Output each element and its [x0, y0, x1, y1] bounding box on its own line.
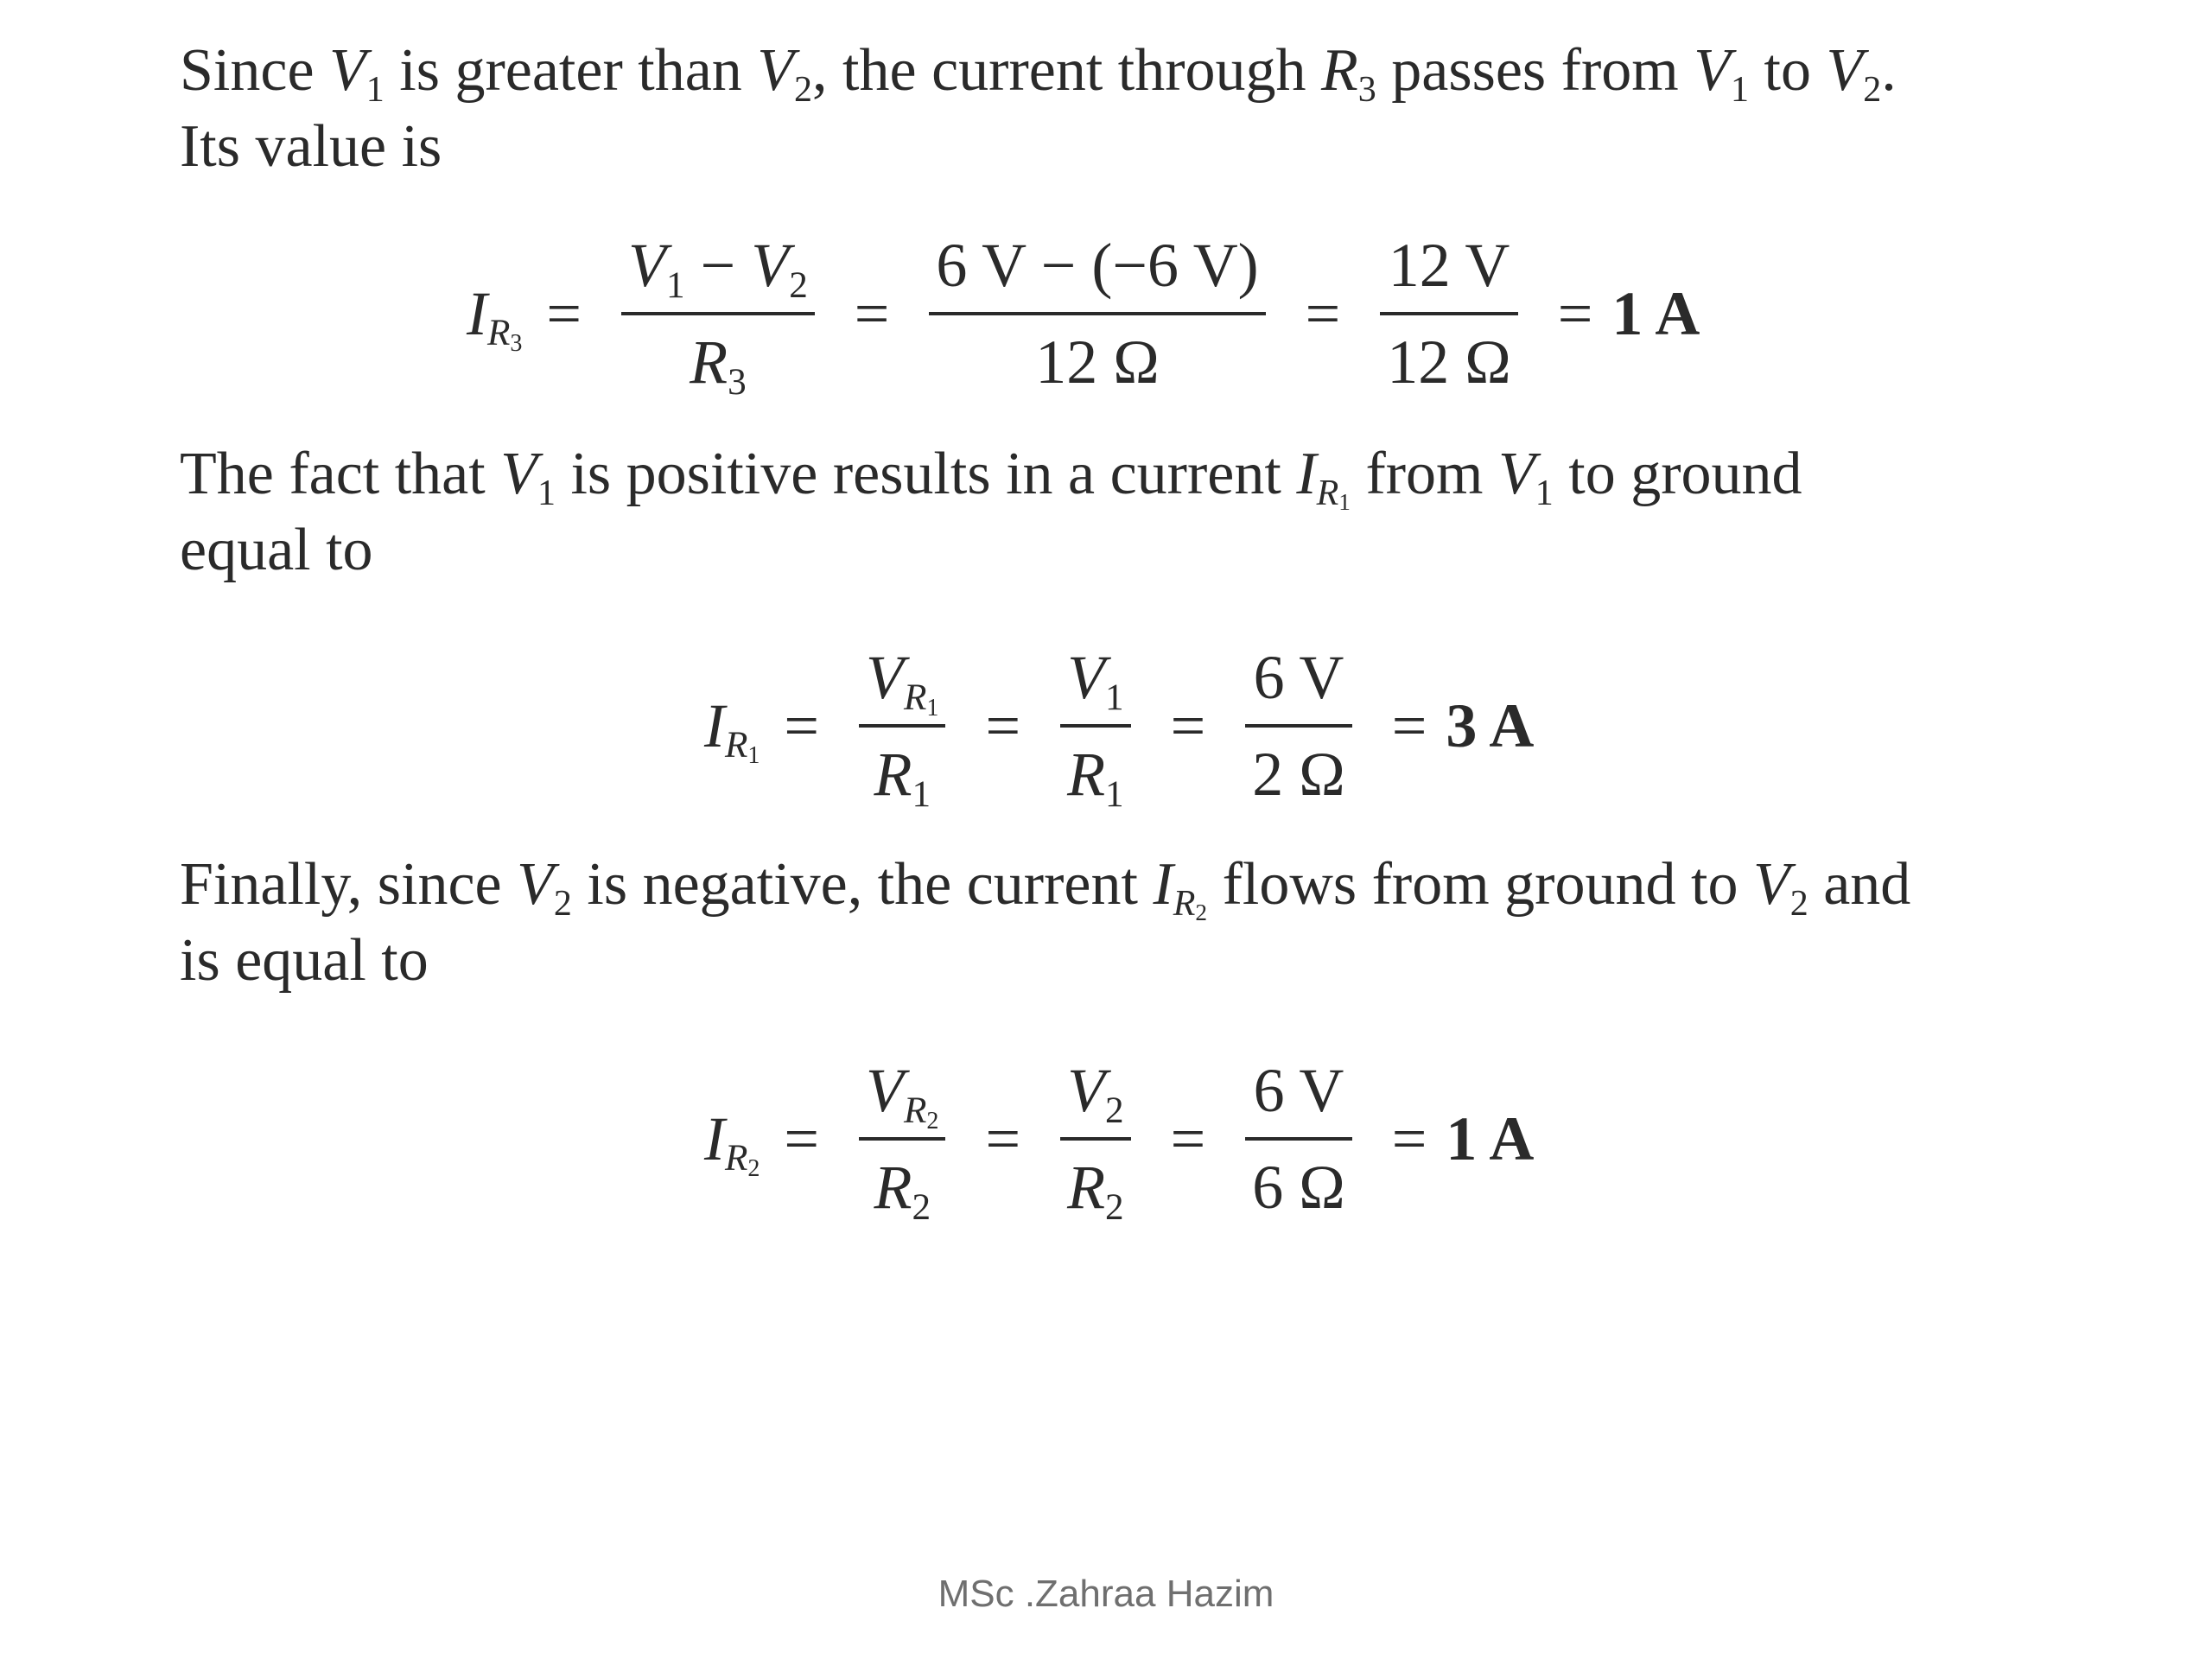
- var-r: R: [1316, 473, 1339, 513]
- equals-sign: =: [1170, 1103, 1206, 1173]
- denominator: [1060, 1142, 1131, 1232]
- fraction-bar: [929, 312, 1265, 315]
- text: is negative, the current: [587, 851, 1138, 918]
- subscript: 2: [912, 1186, 931, 1228]
- subscript-number: 2: [926, 1107, 939, 1135]
- var-i: I: [467, 278, 487, 348]
- var-v: V: [628, 231, 667, 300]
- equals-sign: =: [546, 278, 582, 348]
- fraction-bar: [1245, 724, 1352, 728]
- text: Finally, since: [180, 851, 502, 918]
- subscript: 1: [1535, 473, 1554, 513]
- var-v: V: [1826, 37, 1864, 104]
- var-v: V: [751, 231, 790, 300]
- text: to ground: [1568, 441, 1802, 507]
- denominator: [867, 1142, 938, 1232]
- var-v: V: [1498, 441, 1535, 507]
- equation-ir1: [704, 632, 1534, 819]
- equals-sign: =: [985, 1103, 1021, 1173]
- subscript: 2: [794, 69, 813, 110]
- subscript-number: 1: [747, 742, 760, 770]
- var-v: V: [517, 851, 554, 918]
- fraction: [859, 632, 945, 819]
- equals-sign: =: [985, 690, 1021, 760]
- subscript: 1: [537, 473, 556, 513]
- var-r: R: [874, 1153, 912, 1222]
- subscript: 1: [912, 773, 931, 815]
- subscript: 2: [553, 883, 572, 924]
- var-v: V: [866, 643, 905, 712]
- subscript: 1: [365, 69, 385, 110]
- text: equal to: [180, 517, 373, 583]
- subscript: 2: [1863, 69, 1882, 110]
- var-v: V: [757, 37, 795, 104]
- denominator: 12 Ω: [1387, 327, 1511, 397]
- subscript: [486, 313, 523, 358]
- equation-ir2: [704, 1046, 1534, 1232]
- text: flows from ground to: [1222, 851, 1738, 918]
- text: Its value is: [180, 113, 442, 180]
- var-v: V: [500, 441, 537, 507]
- var-r: R: [904, 1090, 927, 1131]
- subscript: 3: [1357, 69, 1376, 110]
- subscript: 1: [1105, 773, 1124, 815]
- text: Since: [180, 37, 315, 104]
- var-v: V: [329, 37, 366, 104]
- text: from: [1365, 441, 1484, 507]
- subscript: [904, 677, 939, 721]
- var-i: I: [704, 690, 725, 760]
- fraction-bar: [1245, 1137, 1352, 1141]
- equation-result: 1 A: [1446, 1103, 1535, 1173]
- equals-sign: =: [854, 278, 890, 348]
- equals-sign: =: [784, 1103, 820, 1173]
- fraction: [621, 220, 815, 407]
- denominator: [683, 317, 753, 407]
- var-i: I: [1296, 441, 1317, 507]
- text: to: [1764, 37, 1811, 104]
- numerator: 6 V: [1253, 643, 1344, 712]
- var-v: V: [1067, 1056, 1106, 1125]
- denominator: [867, 729, 938, 819]
- fraction-bar: [1060, 724, 1131, 728]
- subscript: 3: [728, 361, 747, 403]
- subscript: 1: [1105, 677, 1124, 718]
- denominator: [1060, 729, 1131, 819]
- var-i: I: [1153, 851, 1173, 918]
- subscript: [724, 1138, 760, 1183]
- equals-sign: =: [1170, 690, 1206, 760]
- equation-lhs: [704, 1103, 760, 1183]
- equation-lhs: [467, 278, 523, 358]
- equals-sign: =: [1391, 1103, 1427, 1173]
- fraction: [1060, 632, 1131, 819]
- fraction-bar: [859, 1137, 945, 1141]
- text: and: [1823, 851, 1911, 918]
- equation-result: 1 A: [1611, 278, 1700, 348]
- numerator: [1060, 632, 1131, 722]
- var-v: V: [866, 1056, 905, 1125]
- var-r: R: [904, 677, 927, 718]
- equation-lhs: [704, 690, 760, 770]
- subscript: [1173, 884, 1207, 924]
- subscript-number: 3: [510, 330, 523, 358]
- numerator: [859, 1046, 945, 1135]
- fraction: [1060, 1046, 1131, 1232]
- fraction: [1245, 1046, 1352, 1232]
- subscript: 2: [789, 264, 808, 306]
- subscript: 1: [1731, 69, 1749, 110]
- text: passes from: [1391, 37, 1679, 104]
- subscript: 2: [1105, 1090, 1124, 1131]
- numerator: [621, 220, 815, 310]
- subscript-number: 2: [747, 1155, 760, 1183]
- text: is positive results in a current: [570, 441, 1281, 507]
- paragraph-current-r1-intro: [180, 436, 2003, 588]
- numerator: [1060, 1046, 1131, 1135]
- equals-sign: =: [784, 690, 820, 760]
- var-r: R: [486, 313, 511, 354]
- fraction-bar: [859, 724, 945, 728]
- equals-sign: =: [1391, 690, 1427, 760]
- numerator: 6 V: [1253, 1056, 1344, 1125]
- subscript: 2: [1105, 1186, 1124, 1228]
- var-r: R: [1321, 37, 1358, 104]
- equation-ir3: [467, 220, 1700, 407]
- fraction-bar: [1060, 1137, 1131, 1141]
- fraction-bar: [1380, 312, 1518, 315]
- numerator: [859, 632, 945, 722]
- var-r: R: [1067, 1153, 1106, 1222]
- text: is equal to: [180, 927, 429, 994]
- var-v: V: [1752, 851, 1790, 918]
- var-v: V: [1694, 37, 1731, 104]
- fraction: [859, 1046, 945, 1232]
- var-r: R: [1067, 740, 1106, 809]
- subscript: [904, 1090, 939, 1135]
- numerator: 12 V: [1388, 231, 1510, 300]
- subscript-number: 1: [1338, 489, 1351, 516]
- var-i: I: [704, 1103, 725, 1173]
- equation-result: 3 A: [1446, 690, 1535, 760]
- text: .: [1881, 37, 1897, 104]
- fraction-bar: [621, 312, 815, 315]
- denominator: 12 Ω: [1035, 327, 1160, 397]
- var-r: R: [724, 725, 748, 766]
- minus-sign: −: [700, 231, 736, 300]
- subscript: 1: [666, 264, 685, 306]
- text: , the current through: [812, 37, 1306, 104]
- subscript-number: 1: [926, 694, 939, 721]
- fraction: [929, 220, 1265, 407]
- paragraph-current-r3-intro: [180, 33, 2003, 185]
- var-r: R: [690, 327, 728, 397]
- text: is greater than: [399, 37, 742, 104]
- fraction: [1245, 632, 1352, 819]
- fraction: [1380, 220, 1518, 407]
- subscript: [724, 725, 760, 770]
- text: The fact that: [180, 441, 486, 507]
- var-r: R: [1173, 883, 1196, 924]
- numerator: 6 V − (−6 V): [936, 231, 1259, 300]
- paragraph-current-r2-intro: [180, 847, 2003, 999]
- var-r: R: [874, 740, 912, 809]
- equals-sign: =: [1557, 278, 1593, 348]
- footer-author: MSc .Zahraa Hazim: [938, 1573, 1274, 1615]
- subscript-number: 2: [1195, 899, 1208, 926]
- subscript: 2: [1789, 883, 1808, 924]
- subscript: [1316, 473, 1351, 516]
- equals-sign: =: [1305, 278, 1341, 348]
- denominator: 6 Ω: [1252, 1153, 1345, 1222]
- denominator: 2 Ω: [1252, 740, 1345, 809]
- var-v: V: [1067, 643, 1106, 712]
- var-r: R: [724, 1138, 748, 1179]
